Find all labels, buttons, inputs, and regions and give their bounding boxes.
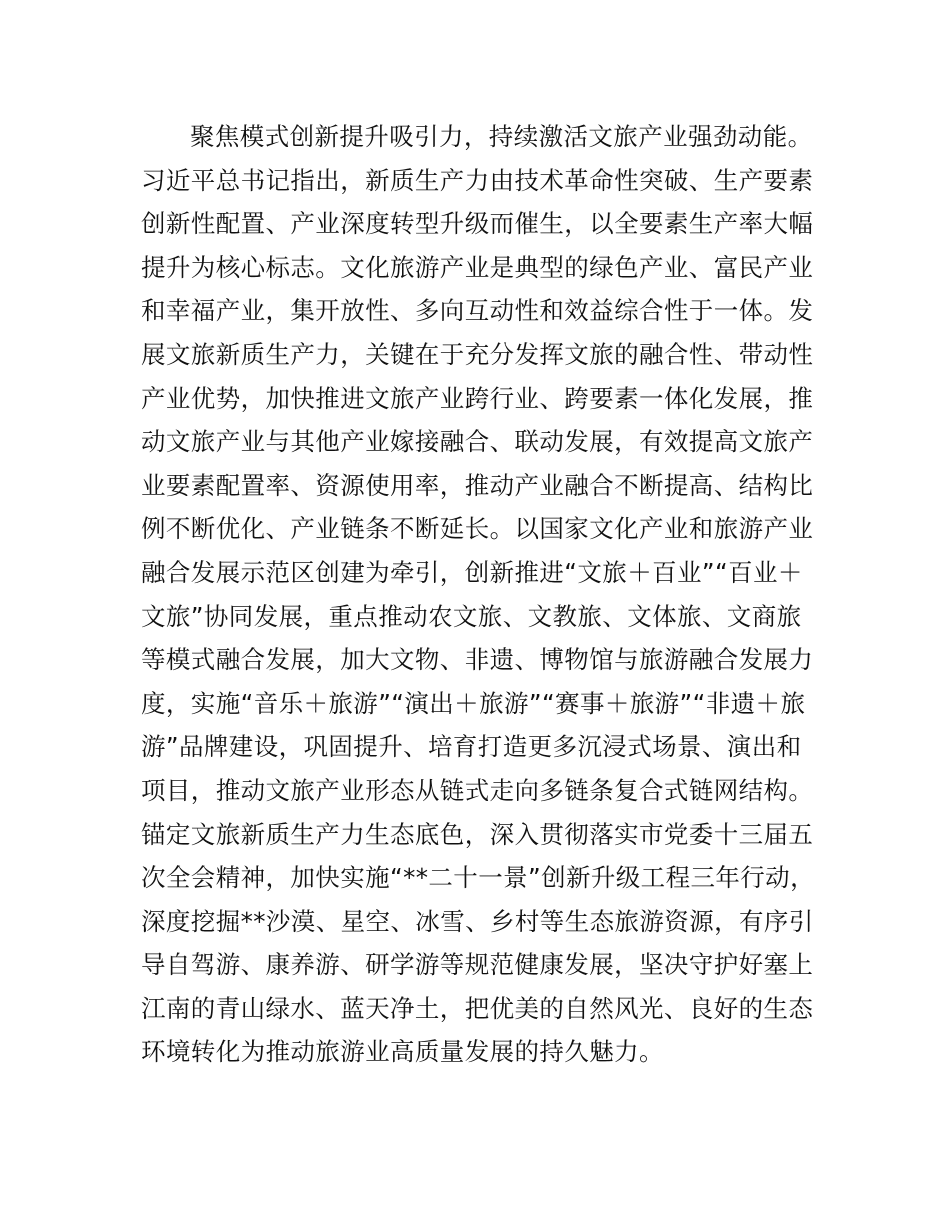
paragraph-line: 游”品牌建设，巩固提升、培育打造更多沉浸式场景、演出和 [141,732,802,762]
paragraph-line: 项目，推动文旅产业形态从链式走向多链条复合式链网结构。 [141,775,814,805]
paragraph-line: 等模式融合发展，加大文物、非遗、博物馆与旅游融合发展力 [141,645,814,675]
paragraph-line: 提升为核心标志。文化旅游产业是典型的绿色产业、富民产业 [141,252,814,282]
paragraph-line: 江南的青山绿水、蓝天净土，把优美的自然风光、良好的生态 [141,993,814,1023]
paragraph-line: 习近平总书记指出，新质生产力由技术革命性突破、生产要素 [141,165,814,195]
paragraph-line: 展文旅新质生产力，关键在于充分发挥文旅的融合性、带动性 [141,339,814,369]
paragraph-line: 深度挖掘**沙漠、星空、冰雪、乡村等生态旅游资源，有序引 [141,906,814,936]
paragraph-line: 产业优势，加快推进文旅产业跨行业、跨要素一体化发展，推 [141,383,814,413]
paragraph-line: 例不断优化、产业链条不断延长。以国家文化产业和旅游产业 [141,514,814,544]
paragraph-line: 环境转化为推动旅游业高质量发展的持久魅力。 [141,1037,664,1067]
paragraph-line: 次全会精神，加快实施“**二十一景”创新升级工程三年行动， [141,863,815,893]
paragraph-line: 度，实施“音乐＋旅游”“演出＋旅游”“赛事＋旅游”“非遗＋旅 [141,688,806,718]
paragraph-line: 锚定文旅新质生产力生态底色，深入贯彻落实市党委十三届五 [141,819,814,849]
paragraph-line: 创新性配置、产业深度转型升级而催生，以全要素生产率大幅 [141,209,814,239]
paragraph-line: 文旅”协同发展，重点推动农文旅、文教旅、文体旅、文商旅 [141,601,802,631]
paragraph-line: 聚焦模式创新提升吸引力，持续激活文旅产业强劲动能。 [190,122,813,151]
paragraph-line: 融合发展示范区创建为牵引，创新推进“文旅＋百业”“百业＋ [141,557,803,587]
paragraph-line: 导自驾游、康养游、研学游等规范健康发展，坚决守护好塞上 [141,950,814,980]
paragraph-body [141,115,841,1074]
paragraph-line: 动文旅产业与其他产业嫁接融合、联动发展，有效提高文旅产 [141,427,814,457]
paragraph-line: 业要素配置率、资源使用率，推动产业融合不断提高、结构比 [141,470,814,500]
paragraph-line: 和幸福产业，集开放性、多向互动性和效益综合性于一体。发 [141,296,814,326]
